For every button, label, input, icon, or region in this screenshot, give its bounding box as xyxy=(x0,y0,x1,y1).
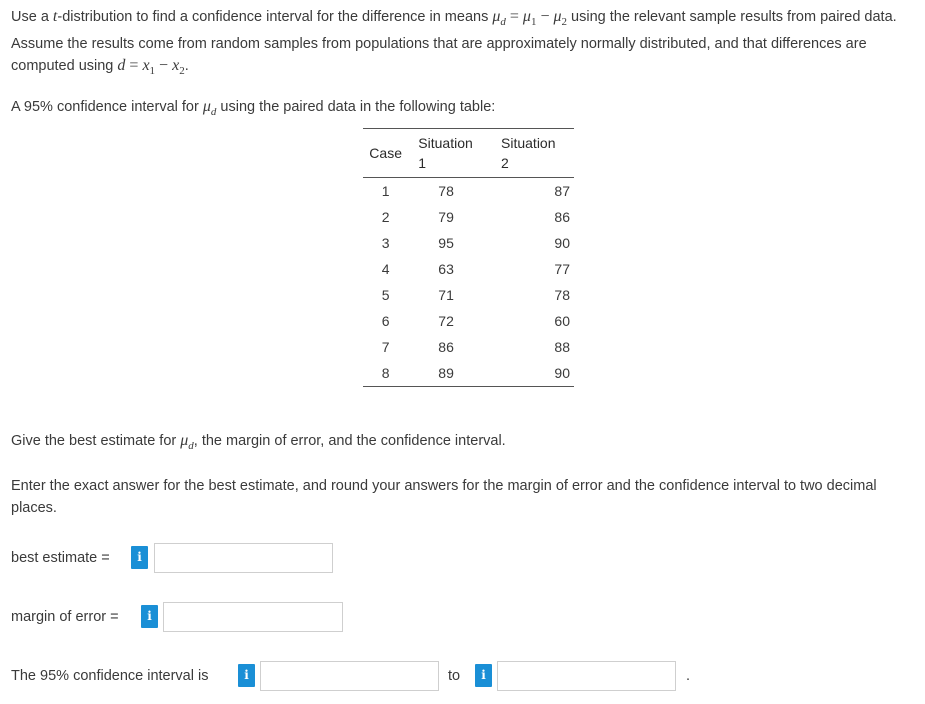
cell-situation-2: 90 xyxy=(495,360,574,387)
header-situation-2-line1: Situation xyxy=(501,135,556,151)
cell-situation-2: 88 xyxy=(554,339,570,355)
cell-situation-2: 87 xyxy=(554,183,570,199)
cell-situation-2: 77 xyxy=(554,261,570,277)
table-row xyxy=(363,360,574,387)
problem-intro xyxy=(11,6,916,82)
ci-text-a: A 95% confidence interval for xyxy=(11,99,203,115)
mu-d-symbol: $\mu_d$ xyxy=(202,98,217,119)
info-icon[interactable]: i xyxy=(475,664,492,687)
cell-situation-1: 89 xyxy=(408,360,495,387)
best-estimate-input[interactable] xyxy=(154,543,333,573)
table-row xyxy=(363,204,574,230)
cell-situation-1: 72 xyxy=(438,313,454,329)
header-situation-1-line2: 1 xyxy=(418,155,427,171)
interval-lower-input[interactable] xyxy=(260,661,439,691)
cell-situation-2: 60 xyxy=(554,313,570,329)
cell-case: 7 xyxy=(381,339,390,355)
t-symbol: t xyxy=(52,8,58,25)
info-icon[interactable]: i xyxy=(238,664,255,687)
formula-means: $\mu_d = \mu_1 - \mu_2$ xyxy=(492,8,568,29)
ci-text-b: using the paired data in the following table: xyxy=(216,99,496,115)
interval-to-label: to xyxy=(448,668,461,684)
prompt-text-b: , the margin of error, and the confidence interval. xyxy=(193,433,506,449)
cell-case: 4 xyxy=(381,261,390,277)
intro-text-d: . xyxy=(184,58,189,75)
intro-text-a: Use a xyxy=(11,9,53,25)
intro-text-c: using the relevant sample results from paired data. Assume the results come from random samples from populations that are approximately normally distributed, and that differences are computed using xyxy=(11,9,897,75)
rounding-instructions: Enter the exact answer for the best estimate, and round your answers for the margin of error and the confidence interval to two decimal places. xyxy=(11,478,877,516)
cell-case: 1 xyxy=(381,183,390,199)
cell-situation-1: 86 xyxy=(438,339,454,355)
table-row xyxy=(363,282,574,308)
table-row xyxy=(363,178,574,205)
intro-text-b: -distribution to find a confidence interval for the difference in means xyxy=(57,9,493,25)
cell-case: 8 xyxy=(363,360,408,387)
header-situation-1 xyxy=(408,129,495,178)
cell-situation-1: 95 xyxy=(438,235,454,251)
paired-data-table xyxy=(363,128,574,387)
table-row xyxy=(363,308,574,334)
cell-case: 5 xyxy=(381,287,390,303)
interval-end-period: . xyxy=(686,668,691,684)
info-icon[interactable]: i xyxy=(131,546,148,569)
cell-situation-2: 90 xyxy=(554,235,570,251)
margin-of-error-label: margin of error = xyxy=(11,609,119,625)
info-icon[interactable]: i xyxy=(141,605,158,628)
cell-situation-2: 78 xyxy=(554,287,570,303)
header-situation-1-line1: Situation xyxy=(418,135,473,151)
cell-situation-1: 63 xyxy=(438,261,454,277)
interval-label: The 95% confidence interval is xyxy=(11,668,209,684)
formula-diff: $d = x_1 - x_2$ xyxy=(117,57,185,78)
ci-statement xyxy=(11,96,916,123)
table-row xyxy=(363,256,574,282)
table-row xyxy=(363,230,574,256)
margin-of-error-input[interactable] xyxy=(163,602,343,632)
header-situation-2-line2: 2 xyxy=(501,155,509,171)
cell-situation-1: 78 xyxy=(438,183,454,199)
cell-situation-2: 86 xyxy=(554,209,570,225)
mu-d-symbol: $\mu_d$ xyxy=(180,432,194,453)
cell-case: 2 xyxy=(381,209,390,225)
best-estimate-prompt xyxy=(11,430,916,457)
table-row xyxy=(363,334,574,360)
interval-upper-input[interactable] xyxy=(497,661,676,691)
table-header-row xyxy=(363,129,574,178)
header-situation-2 xyxy=(495,129,574,178)
cell-case: 6 xyxy=(381,313,390,329)
cell-situation-1: 71 xyxy=(438,287,454,303)
header-case: Case xyxy=(363,129,408,178)
cell-situation-1: 79 xyxy=(438,209,454,225)
cell-case: 3 xyxy=(381,235,390,251)
prompt-text-a: Give the best estimate for xyxy=(11,433,181,449)
best-estimate-label: best estimate = xyxy=(11,550,110,566)
